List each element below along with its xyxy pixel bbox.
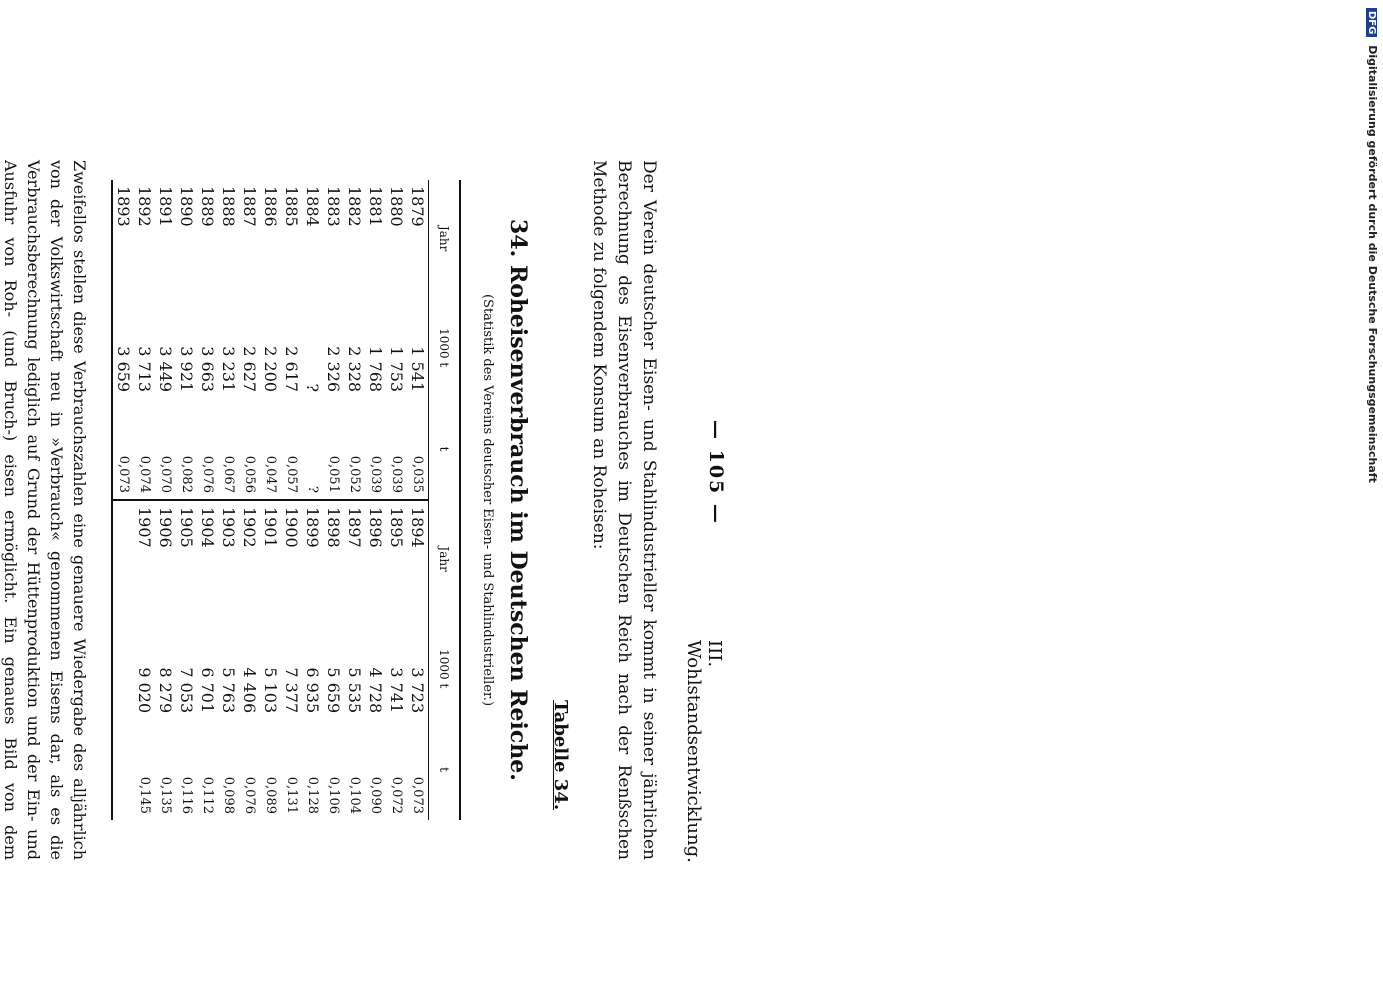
per-capita-cell: 0,082 [179, 455, 194, 493]
col-year-2: Jahr [429, 500, 461, 618]
running-header [683, 120, 731, 880]
year-cell: 1883 [324, 186, 343, 227]
year-cell: 1906 [155, 500, 176, 618]
year-cell: 1890 [177, 186, 196, 227]
year-cell: 1894 [407, 500, 429, 618]
table-row [112, 180, 134, 820]
page-number: — 105 — [705, 420, 727, 525]
per-capita-cell: 0,098 [221, 776, 236, 814]
per-capita-cell: 0,128 [305, 776, 320, 814]
kt-cell: 3 713 [135, 346, 154, 393]
kt-cell: 3 663 [198, 346, 217, 393]
kt-cell: 5 103 [261, 667, 280, 714]
per-capita-cell: 0,104 [347, 776, 362, 814]
year-cell: 1902 [239, 500, 260, 618]
per-capita-cell: 0,052 [347, 455, 362, 493]
per-capita-cell: 0,039 [389, 455, 404, 493]
kt-cell: 6 935 [303, 667, 322, 714]
year-cell: 1904 [197, 500, 218, 618]
kt-cell: 1 753 [387, 346, 406, 393]
kt-cell: 2 617 [282, 346, 301, 393]
table-row [281, 180, 302, 820]
dfg-logo: DFG [1366, 8, 1377, 37]
year-cell: 1884 [303, 186, 322, 227]
year-cell: 1899 [302, 500, 323, 618]
per-capita-cell: 0,070 [158, 455, 173, 493]
kt-cell: 3 659 [112, 297, 134, 398]
per-capita-cell: 0,047 [263, 455, 278, 493]
kt-cell: 5 535 [345, 667, 364, 714]
kt-cell: 3 921 [177, 346, 196, 393]
kt-cell: 9 020 [135, 667, 154, 714]
table-title: 34. Roheisenverbrauch im Deutschen Reiche. [505, 219, 531, 781]
kt-cell: 3 231 [219, 346, 238, 393]
year-cell: 1895 [386, 500, 407, 618]
table-row [407, 180, 429, 820]
kt-cell: 1 768 [366, 346, 385, 393]
per-capita-cell: 0,039 [368, 455, 383, 493]
per-capita-cell: 0,135 [158, 776, 173, 814]
per-capita-cell [112, 719, 134, 820]
kt-cell: 2 326 [324, 346, 343, 393]
table-row [218, 180, 239, 820]
per-capita-cell: ? [305, 485, 320, 493]
per-capita-cell: 0,035 [410, 455, 425, 493]
per-capita-cell: 0,131 [284, 776, 299, 814]
per-capita-cell: 0,057 [284, 455, 299, 493]
per-capita-cell: 0,076 [200, 455, 215, 493]
year-cell: 1891 [156, 186, 175, 227]
col-t-2: t [429, 719, 461, 820]
year-cell: 1901 [260, 500, 281, 618]
table-row [365, 180, 386, 820]
kt-cell: 2 200 [261, 346, 280, 393]
per-capita-cell: 0,072 [389, 776, 404, 814]
col-kt-2: 1000 t [429, 618, 461, 719]
year-cell: 1882 [345, 186, 364, 227]
dfg-credit-text: Digitalisierung gefördert durch die Deutsche Forschungsgemeinschaft [1366, 45, 1379, 483]
kt-cell: 2 627 [240, 346, 259, 393]
rotated-book-page [0, 120, 731, 880]
year-cell: 1880 [387, 186, 406, 227]
per-capita-cell: 0,076 [242, 776, 257, 814]
year-cell: 1887 [240, 186, 259, 227]
table-subtitle: (Statistik des Vereins deutscher Eisen- und Stahlindustrieller.) [480, 293, 495, 707]
per-capita-cell: 0,073 [410, 776, 425, 814]
kt-cell: 4 406 [240, 667, 259, 714]
kt-cell: 1 541 [408, 346, 427, 393]
table-row [155, 180, 176, 820]
kt-cell: 5 659 [324, 667, 343, 714]
table-label: Tabelle 34. [550, 700, 571, 811]
kt-cell: 3 449 [156, 346, 175, 393]
kt-cell: 7 053 [177, 667, 196, 714]
kt-cell: 6 701 [198, 667, 217, 714]
per-capita-cell: 0,112 [200, 776, 215, 814]
table-row [302, 180, 323, 820]
kt-cell: 5 763 [219, 667, 238, 714]
kt-cell: 3 741 [387, 667, 406, 714]
year-cell: 1893 [112, 180, 134, 297]
year-cell: 1907 [134, 500, 155, 618]
kt-cell: 7 377 [282, 667, 301, 714]
dfg-credit [1355, 8, 1379, 508]
year-cell: 1896 [365, 500, 386, 618]
year-cell: 1892 [135, 186, 154, 227]
year-cell: 1879 [408, 186, 427, 227]
table-row [176, 180, 197, 820]
kt-cell: 3 723 [408, 667, 427, 714]
table-row [386, 180, 407, 820]
table-row [134, 180, 155, 820]
col-year-1: Jahr [429, 180, 461, 297]
year-cell: 1903 [218, 500, 239, 618]
kt-cell: ? [303, 383, 322, 393]
per-capita-cell: 0,116 [179, 776, 194, 814]
col-kt-1: 1000 t [429, 297, 461, 398]
year-cell: 1886 [261, 186, 280, 227]
table-body [112, 180, 429, 820]
table-row [260, 180, 281, 820]
year-cell [112, 500, 134, 618]
per-capita-cell: 0,089 [263, 776, 278, 814]
consumption-table [111, 180, 461, 820]
year-cell: 1905 [176, 500, 197, 618]
per-capita-cell: 0,145 [137, 776, 152, 814]
year-cell: 1888 [219, 186, 238, 227]
table-row [197, 180, 218, 820]
kt-cell: 2 328 [345, 346, 364, 393]
paragraph-1: Zweifellos stellen diese Verbrauchszahlen eine genauere Wiedergabe des alljährlich von der Volkswirtschaft neu in »Verbrauch« genommenen Eisens dar, als es die Verbrauchsberechnung lediglich auf Grund der Hüttenproduktion und der Ein- und Ausfuhr von Roh- (und Bruch-) eisen ermöglicht. Ein genaues Bild von dem [1, 160, 89, 860]
intro-paragraph: Der Verein deutscher Eisen- und Stahlindustrieller kommt in seiner jährlichen Berechnung des Eisenverbrauches im Deutschen Reich nach der Renßschen Methode zu folgendem Konsum an Roheisen: [589, 160, 659, 860]
table-row [323, 180, 344, 820]
year-cell: 1898 [323, 500, 344, 618]
kt-cell: 4 728 [366, 667, 385, 714]
year-cell: 1885 [282, 186, 301, 227]
per-capita-cell: 0,090 [368, 776, 383, 814]
kt-cell: 8 279 [156, 667, 175, 714]
per-capita-cell: 0,056 [242, 455, 257, 493]
year-cell: 1889 [198, 186, 217, 227]
table-header-row [429, 180, 461, 820]
year-cell: 1881 [366, 186, 385, 227]
chapter-title: III. Wohlstandsentwicklung. [683, 640, 725, 863]
per-capita-cell: 0,051 [326, 455, 341, 493]
col-t-1: t [429, 398, 461, 500]
per-capita-cell: 0,074 [137, 455, 152, 493]
per-capita-cell: 0,106 [326, 776, 341, 814]
table-row [239, 180, 260, 820]
kt-cell [112, 618, 134, 719]
year-cell: 1897 [344, 500, 365, 618]
year-cell: 1900 [281, 500, 302, 618]
per-capita-cell: 0,073 [112, 398, 134, 500]
per-capita-cell: 0,067 [221, 455, 236, 493]
table-row [344, 180, 365, 820]
